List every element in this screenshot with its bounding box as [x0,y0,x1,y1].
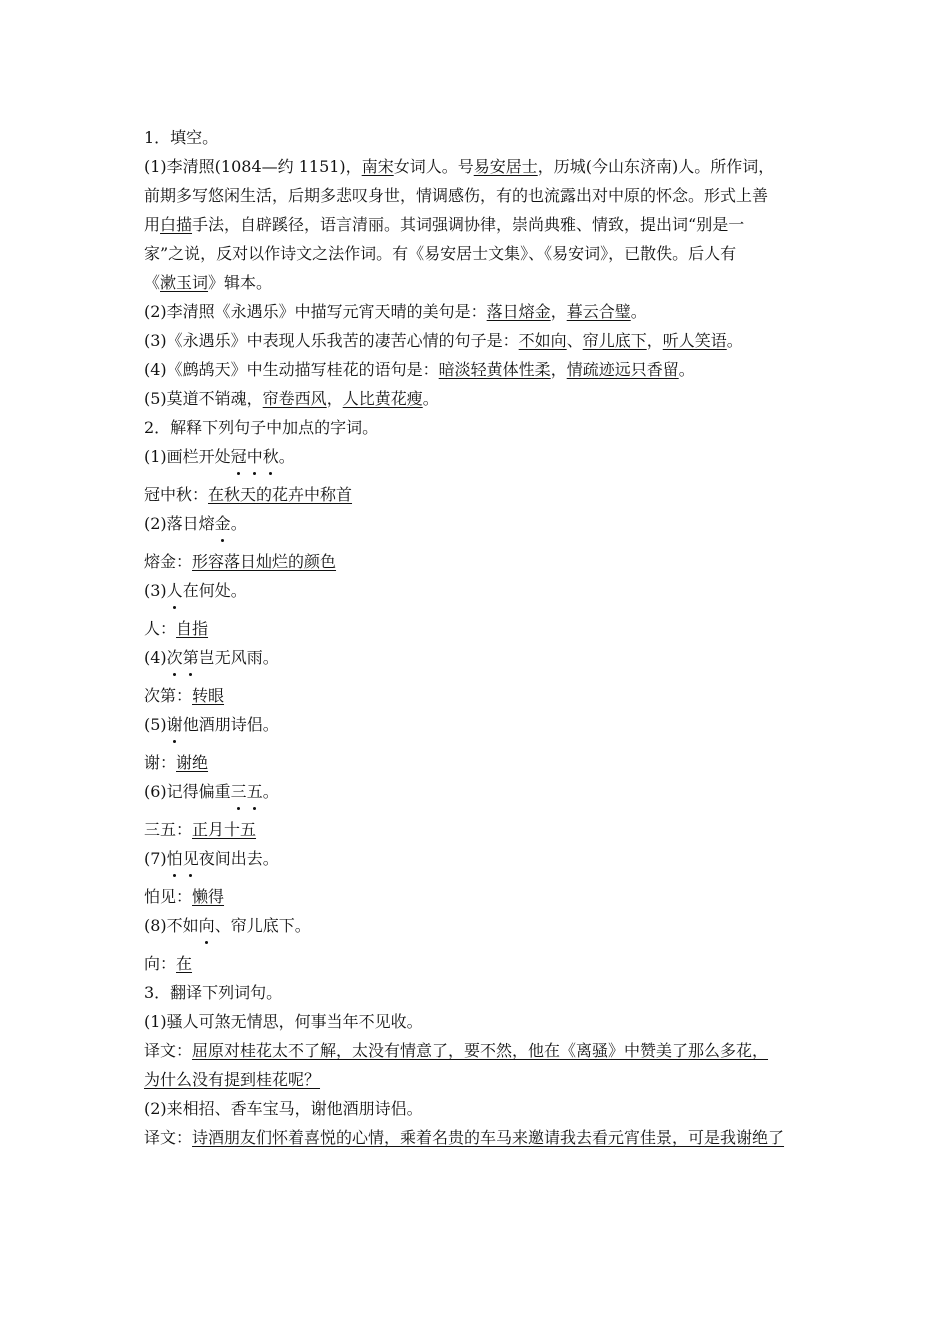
s2-question [144,777,812,806]
answer-blank: 听人笑语 [662,331,727,350]
answer-label: 冠中秋： [144,485,209,504]
s2-question [144,710,812,739]
s2-question [144,911,812,940]
punctuation: 。 [726,331,743,350]
dotted-character: 金 [215,509,231,538]
answer-blank: 谢绝 [176,753,209,772]
answer-label: 人： [144,619,177,638]
section-3-title: 3．翻译下列词句。 [144,983,283,1002]
question-text: (4)《鹧鸪天》中生动描写桂花的语句是： [144,360,439,379]
answer-blank: 情疏迹远只香留 [566,360,679,379]
s1-q4 [144,355,812,384]
answer-blank: 形容落日灿烂的颜色 [192,552,337,571]
punctuation: ， [646,331,663,350]
answer-blank: 暗淡轻黄体性柔 [438,360,551,379]
s3-q1-prompt: (1)骚人可煞无情思，何事当年不见收。 [144,1012,423,1031]
question-text: 岂无风雨。 [198,648,279,667]
question-text: (7) [144,849,167,868]
answer-label: 谢： [144,753,177,772]
answer-blank: 帘儿底下 [582,331,647,350]
s1-q1-line-4: 家”之说，反对以作诗文之法作词。有《易安居士文集》、《易安词》，已散佚。后人有 [144,244,737,263]
dotted-character: 三 [231,777,247,806]
translation-answer: 诗酒朋友们怀着喜悦的心情，乘着名贵的车马来邀请我去看元宵佳景，可是我谢绝了 [192,1128,785,1147]
answer-blank: 漱玉词 [160,273,209,292]
question-text: (3)《永遇乐》中表现人乐我苦的凄苦心情的句子是： [144,331,519,350]
s1-q1-line-2: 前期多写悠闲生活，后期多悲叹身世，情调感伤，有的也流露出对中原的怀念。形式上善 [144,186,769,205]
translation-answer: 为什么没有提到桂花呢？ [144,1070,321,1089]
s1-q1-text: (1)李清照(1084—约 1151)， [144,157,362,176]
punctuation: ， [326,389,343,408]
dotted-character: 谢 [167,710,183,739]
question-text: (6)记得偏重 [144,782,231,801]
question-text: 他酒朋诗侣。 [182,715,279,734]
punctuation: ， [550,360,567,379]
punctuation: 。 [630,302,647,321]
dotted-character: 向 [199,911,215,940]
s2-answer [144,882,812,911]
s2-answer [144,748,812,777]
answer-blank: 不如向 [518,331,567,350]
answer-blank: 正月十五 [192,820,257,839]
question-text: (5)莫道不销魂， [144,389,263,408]
question-text: 、帘儿底下。 [214,916,311,935]
dotted-character: 中 [247,442,263,471]
question-text: 在何处。 [182,581,247,600]
question-text: (4) [144,648,167,667]
s2-answer [144,547,812,576]
s2-question [144,643,812,672]
s1-q2 [144,297,812,326]
section-1-title: 1．填空。 [144,128,219,147]
s2-answer [144,480,812,509]
answer-label: 向： [144,954,177,973]
s1-q1-line-5 [144,268,812,297]
dotted-character: 第 [183,643,199,672]
s3-q2-translation-1 [144,1123,812,1152]
answer-label: 怕见： [144,887,193,906]
dotted-character: 次 [167,643,183,672]
dotted-character: 怕 [167,844,183,873]
dotted-character: 冠 [231,442,247,471]
answer-blank: 转眼 [192,686,225,705]
s1-q3 [144,326,812,355]
s3-q1-translation-1 [144,1036,812,1065]
s2-answer [144,815,812,844]
question-text: 。 [262,782,279,801]
answer-blank: 自指 [176,619,209,638]
dotted-character: 见 [183,844,199,873]
s1-q1-text: 手法，自辟蹊径，语言清丽。其词强调协律，崇尚典雅、情致，提出词“别是一 [192,215,745,234]
s1-q1-line-3 [144,210,812,239]
answer-blank: 落日熔金 [486,302,551,321]
worksheet-content [144,123,812,1152]
section-2-items [144,442,812,978]
question-text: (2)落日熔 [144,514,215,533]
s1-q1-text: 女词人。号 [393,157,474,176]
s1-q1-text: ，历城(今山东济南)人。所作词， [537,157,775,176]
punctuation: 。 [678,360,695,379]
translation-label: 译文： [144,1041,193,1060]
punctuation: 、 [566,331,583,350]
section-2-title: 2．解释下列句子中加点的字词。 [144,418,379,437]
s1-q1-line-1 [144,152,812,181]
question-text: (3) [144,581,167,600]
s2-answer [144,949,812,978]
punctuation: ， [550,302,567,321]
question-text: (2)李清照《永遇乐》中描写元宵天晴的美句是： [144,302,487,321]
s3-q1-translation-2 [144,1065,812,1094]
question-text: 。 [278,447,295,466]
punctuation: 。 [422,389,439,408]
s2-answer [144,614,812,643]
dotted-character: 五 [247,777,263,806]
answer-blank: 人比黄花瘦 [342,389,423,408]
s2-question [144,509,812,538]
answer-blank: 懒得 [192,887,225,906]
answer-blank: 暮云合璧 [566,302,631,321]
s1-q5 [144,384,812,413]
answer-blank: 南宋 [361,157,394,176]
s1-q1-text: 用 [144,215,161,234]
answer-blank: 在秋天的花卉中称首 [208,485,353,504]
question-text: (5) [144,715,167,734]
question-text: (8)不如 [144,916,199,935]
s1-q1-text: 《 [144,273,161,292]
s1-q1-text: 》辑本。 [208,273,273,292]
translation-label: 译文： [144,1128,193,1147]
answer-label: 次第： [144,686,193,705]
s2-question [144,442,812,471]
answer-blank: 帘卷西风 [262,389,327,408]
question-text: 夜间出去。 [198,849,279,868]
question-text: (1)画栏开处 [144,447,231,466]
answer-blank: 白描 [160,215,193,234]
answer-blank: 易安居士 [473,157,538,176]
s3-q2-prompt: (2)来相招、香车宝马，谢他酒朋诗侣。 [144,1099,423,1118]
s2-answer [144,681,812,710]
translation-answer: 屈原对桂花太不了解，太没有情意了，要不然，他在《离骚》中赞美了那么多花， [192,1041,769,1060]
answer-label: 熔金： [144,552,193,571]
s2-question [144,844,812,873]
question-text: 。 [230,514,247,533]
s2-question [144,576,812,605]
dotted-character: 人 [167,576,183,605]
answer-blank: 在 [176,954,193,973]
dotted-character: 秋 [263,442,279,471]
answer-label: 三五： [144,820,193,839]
